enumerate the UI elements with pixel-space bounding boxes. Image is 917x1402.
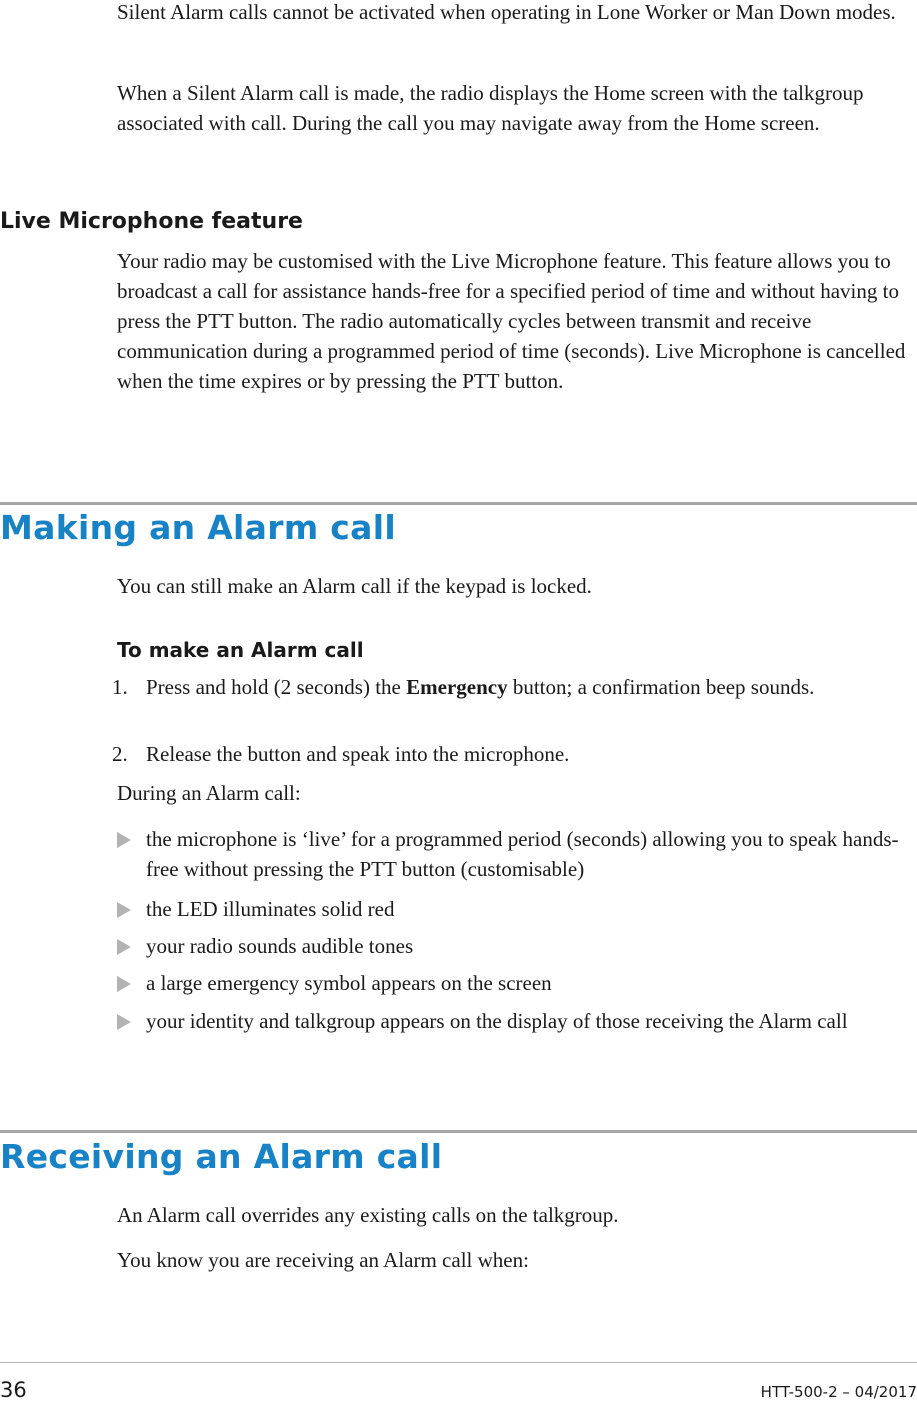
bullet-arrow-icon [117,902,131,918]
receiving-alarm-heading: Receiving an Alarm call [0,1137,443,1176]
bullet-arrow-icon [117,939,131,955]
making-alarm-heading: Making an Alarm call [0,508,396,547]
step-text: Press and hold (2 seconds) the Emergency button; a confirmation beep sounds. [146,675,815,699]
page-number: 36 [0,1378,27,1402]
section-divider [0,1130,917,1133]
step-number: 1. [112,675,128,699]
intro-paragraph-2: When a Silent Alarm call is made, the radio displays the Home screen with the talkgroup associated with call. During the call you may navigate away from the Home screen. [117,81,864,135]
during-label: During an Alarm call: [117,781,301,805]
emergency-label: Emergency [406,675,508,699]
procedure-heading: To make an Alarm call [117,638,364,662]
receiving-paragraph-2: You know you are receiving an Alarm call when: [117,1248,529,1272]
intro-paragraph-1: Silent Alarm calls cannot be activated when operating in Lone Worker or Man Down modes. [117,0,896,24]
section-divider [0,502,917,505]
bullet-arrow-icon [117,1014,131,1030]
live-mic-heading: Live Microphone feature [0,209,303,234]
step-2 [112,739,917,769]
receiving-paragraph-1: An Alarm call overrides any existing calls on the talkgroup. [117,1203,619,1227]
list-item: your radio sounds audible tones [117,931,917,961]
list-item: the LED illuminates solid red [117,894,917,924]
document-reference: HTT-500-2 – 04/2017 [760,1383,917,1401]
making-alarm-intro: You can still make an Alarm call if the keypad is locked. [117,574,592,598]
list-item: a large emergency symbol appears on the screen [117,968,917,998]
step-1 [112,672,917,702]
bullet-arrow-icon [117,832,131,848]
step-text: Release the button and speak into the microphone. [146,742,570,766]
footer-divider [0,1362,917,1363]
list-item: the microphone is ‘live’ for a programmed period (seconds) allowing you to speak hands-free without pressing the PTT button (customisable) [117,824,917,884]
live-mic-body: Your radio may be customised with the Live Microphone feature. This feature allows you to broadcast a call for assistance hands-free for a specified period of time and without having to press the PTT button. The radio automatically cycles between transmit and receive communication during a programmed period of time (seconds). Live Microphone is cancelled when the time expires or by pressing the PTT button. [117,249,906,393]
list-item: your identity and talkgroup appears on the display of those receiving the Alarm call [117,1006,917,1036]
bullet-arrow-icon [117,976,131,992]
step-number: 2. [112,742,128,766]
